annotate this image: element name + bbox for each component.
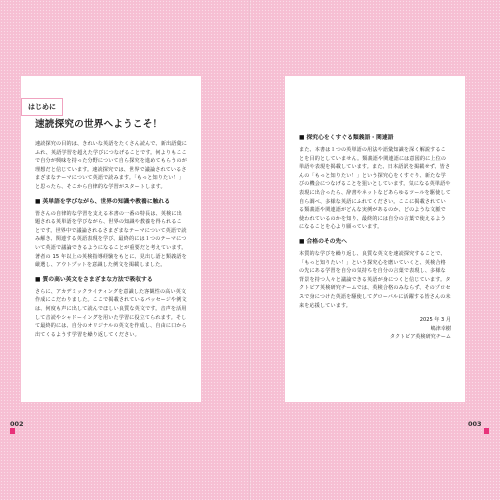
square-bullet-icon: ■ xyxy=(299,135,305,141)
section-heading-text: 探究心をくすぐる類義語・関連語 xyxy=(306,135,394,141)
section-heading-text: 質の高い英文をさまざまな方法で吸収する xyxy=(42,276,153,283)
book-spine xyxy=(249,0,251,500)
section-heading xyxy=(35,276,187,284)
section-heading-text: 合格のその先へ xyxy=(306,238,348,245)
team-name: タクトピア英検研究チーム xyxy=(389,334,451,341)
author: 嶋津幸樹 xyxy=(430,325,451,332)
intro-paragraph: 速読探究の目的は、きれいな英語をたくさん読んで、新出語彙にふれ、英語学習を超えた学びにつなげることです。何よりもここで自分が興味を持った分野について自ら探究を進めてもらうのが理想だと信じています。速読探究では、世界で議論されているさまざまなテーマについて英語で読みます。「もっと知りたい！」と思ったら、そこから自律的な学習がスタートします。 xyxy=(35,141,187,190)
page-tab-marker xyxy=(10,428,15,434)
section-body: 皆さんの自律的な学習を支える本書の一番の特長は、英検に出題される英単語を学びながら、世界の知識や教養を得られることです。世界中で議論されるさまざまなテーマについて英語で読み解き、関連する英語表現を学び、最終的には１つのテーマについて英語で議論できるようになることが重要だと考えています。著者の 15 年以上の英検指導経験をもとに、見出し語と類義語を厳選し、アウトプットを意識した例文を掲載しました。 xyxy=(35,210,187,269)
square-bullet-icon: ■ xyxy=(35,276,41,283)
section-body: 本質的な学びを繰り返し、良質な英文を速読探究することで、「もっと知りたい！」という探究心を磨いていくと、英検合格の先にある学習を自分の気持ちを自分の言葉で表現し、多様な背景を持つ人々と議論できる英語が身につくと信じています。タクトピア英検研究チームでは、英検合格のみならず、そのプロセスで身につけた英語を駆使してグローバルに活躍する皆さんの未来を応援しています。 xyxy=(299,250,451,309)
section-heading-text: 英単語を学びながら、世界の知識や教養に触れる xyxy=(42,198,171,205)
page-number-left: 002 xyxy=(10,420,24,428)
date: 2025 年 3 月 xyxy=(419,317,451,324)
left-page xyxy=(21,76,201,402)
square-bullet-icon: ■ xyxy=(35,198,41,205)
section-heading xyxy=(35,198,187,206)
page-number-right: 003 xyxy=(468,420,482,428)
page-title: 速読探究の世界へようこそ！ xyxy=(35,119,163,130)
section-heading xyxy=(299,238,451,246)
square-bullet-icon: ■ xyxy=(299,238,305,245)
section-body: さらに、アカデミックライティングを意識した客観性の高い英文作成にこだわりました。ここで掲載されているパッセージや例文は、何度も声に出して読んでほしい良質な英文です。音声を活用して音読やシャドーイングを用いた学習に役立てられます。そして最終的には、自分のオリジナルの英文を作成し、自由に口から出てくるようす学習を繰り返してください。 xyxy=(35,288,187,338)
right-page xyxy=(285,76,465,402)
section-heading xyxy=(299,134,451,142)
page-tab-marker xyxy=(484,428,489,434)
section-body: また、本書は１つの英単語の用法や語彙知識を深く解説することを目的としていません。類義語や関連語には意図的に上位の単語や表現を掲載しています。また、日本語訳を掲載せず、皆さんの「もっと知りたい！」という探究心をくすぐり、新たな学びの機会につなげることを狙いとしています。気になる英単語や表現に出合ったら、辞書やネットなどあらゆるツールを駆使して自ら調べ、多様な英語にふれてください。ここに掲載されている類義語や関連語がどんな実例があるのか、どのような文脈で使われているのかを知り、最終的には自分の言葉で使えるようになることを心より願っています。 xyxy=(299,147,451,231)
intro-tag: はじめに xyxy=(21,98,63,116)
